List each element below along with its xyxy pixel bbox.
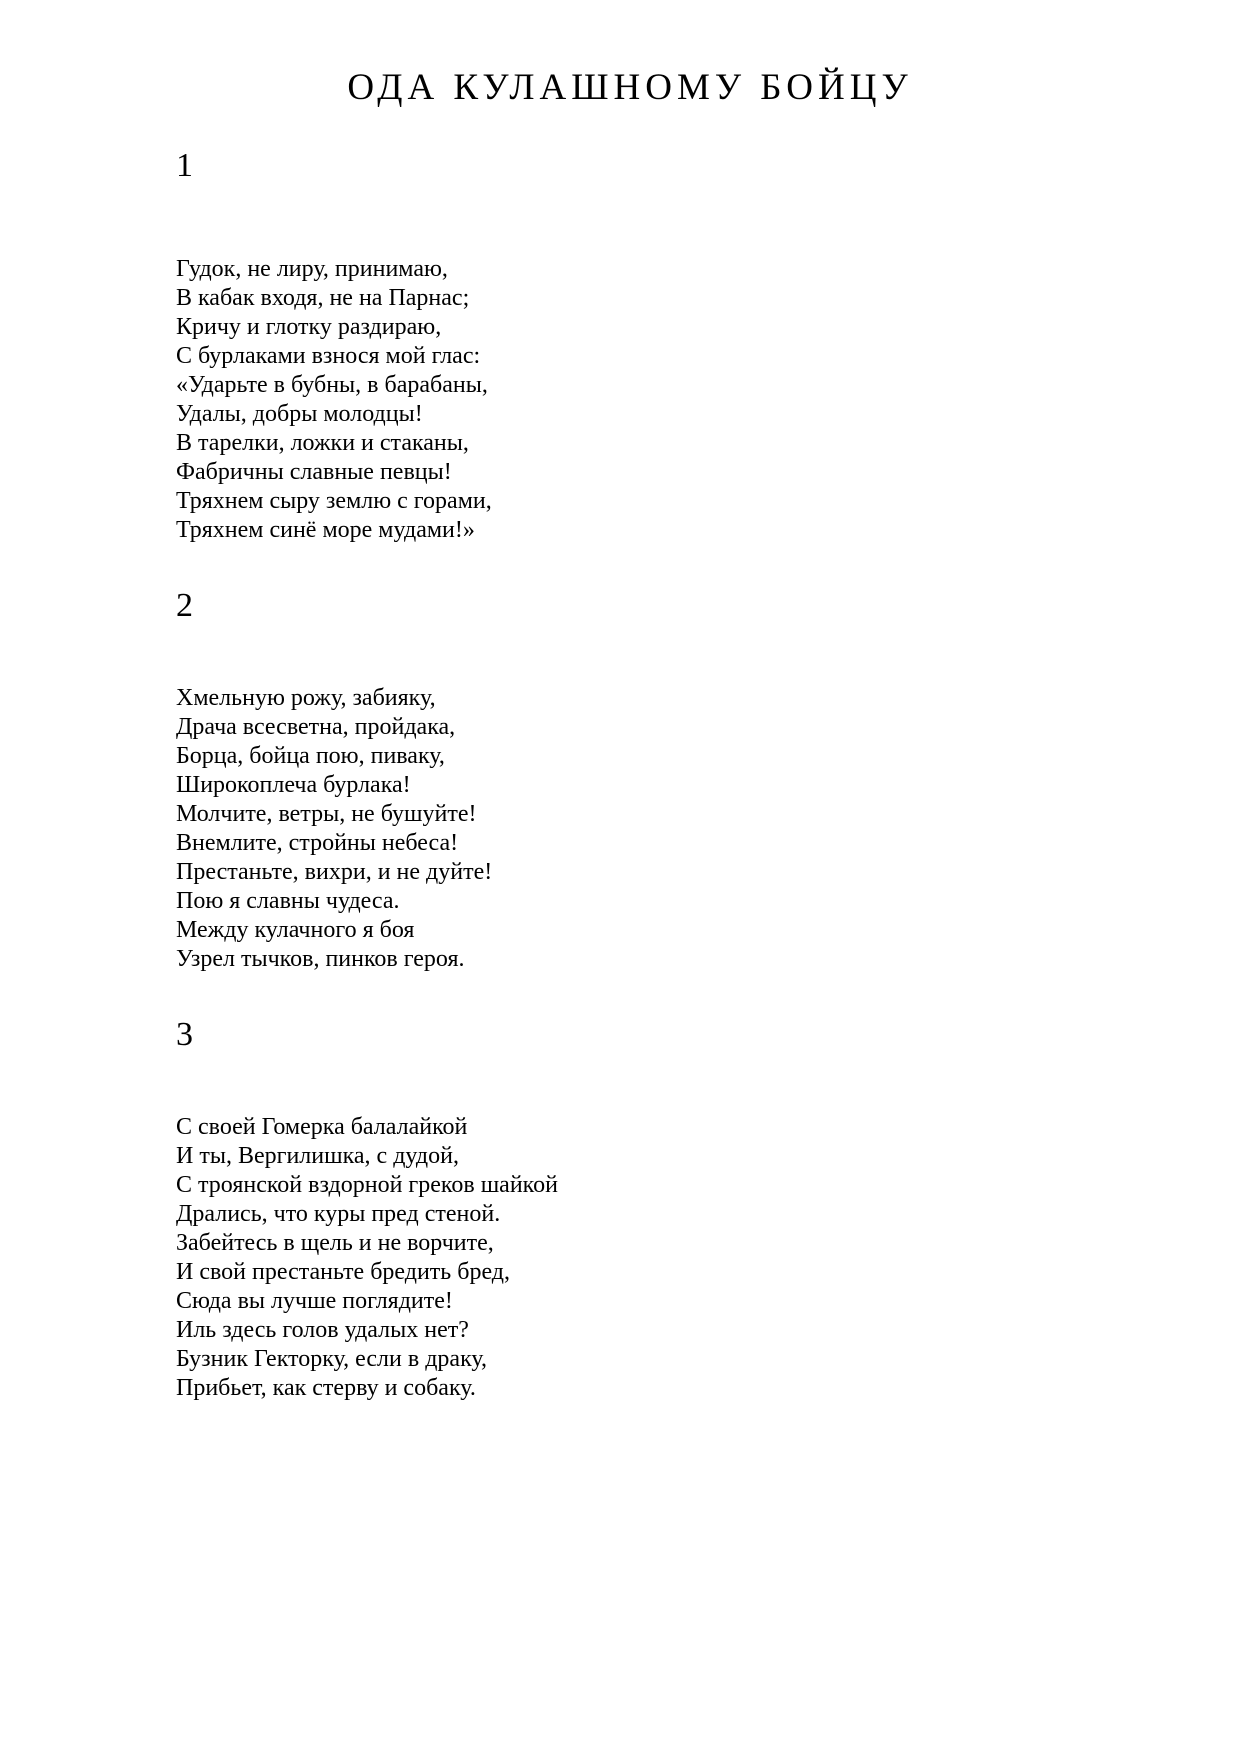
verse-line: Кричу и глотку раздираю, [176, 314, 442, 340]
verse-line: Внемлите, стройны небеса! [176, 830, 459, 856]
verse-line: В тарелки, ложки и стаканы, [176, 430, 469, 456]
verse-line: С бурлаками взнося мой глас: [176, 343, 481, 369]
verse-line: Прибьет, как стерву и собаку. [176, 1375, 476, 1401]
verse-line: Иль здесь голов удалых нет? [176, 1317, 469, 1343]
verse-line: Тряхнем сыру землю с горами, [176, 488, 492, 514]
stanza-3 [176, 1113, 558, 1403]
stanza-number: 2 [176, 587, 193, 624]
stanza-2 [176, 684, 492, 974]
verse-line: В кабак входя, не на Парнас; [176, 285, 470, 311]
verse-line: С троянской вздорной греков шайкой [176, 1172, 558, 1198]
verse-line: Забейтесь в щель и не ворчите, [176, 1230, 494, 1256]
verse-line: С своей Гомерка балалайкой [176, 1114, 468, 1140]
verse-line: Дрались, что куры пред стеной. [176, 1201, 501, 1227]
stanza-number: 3 [176, 1016, 193, 1053]
verse-line: «Ударьте в бубны, в барабаны, [176, 372, 488, 398]
verse-line: И свой престаньте бредить бред, [176, 1259, 510, 1285]
verse-line: Узрел тычков, пинков героя. [176, 946, 465, 972]
stanza-number: 1 [176, 147, 193, 184]
verse-line: Хмельную рожу, забияку, [176, 685, 436, 711]
page-title: ОДА КУЛАШНОМУ БОЙЦУ [347, 67, 913, 108]
verse-line: Тряхнем синё море мудами!» [176, 517, 475, 543]
verse-line: И ты, Вергилишка, с дудой, [176, 1143, 459, 1169]
verse-line: Удалы, добры молодцы! [176, 401, 423, 427]
verse-line: Между кулачного я боя [176, 917, 415, 943]
verse-line: Престаньте, вихри, и не дуйте! [176, 859, 493, 885]
verse-line: Бузник Гекторку, если в драку, [176, 1346, 487, 1372]
verse-line: Сюда вы лучше поглядите! [176, 1288, 453, 1314]
verse-line: Пою я славны чудеса. [176, 888, 400, 914]
verse-line: Борца, бойца пою, пиваку, [176, 743, 445, 769]
verse-line: Фабричны славные певцы! [176, 459, 452, 485]
stanza-1 [176, 255, 492, 545]
verse-line: Гудок, не лиру, принимаю, [176, 256, 448, 282]
verse-line: Широкоплеча бурлака! [176, 772, 411, 798]
verse-line: Молчите, ветры, не бушуйте! [176, 801, 477, 827]
verse-line: Драча всесветна, пройдака, [176, 714, 456, 740]
